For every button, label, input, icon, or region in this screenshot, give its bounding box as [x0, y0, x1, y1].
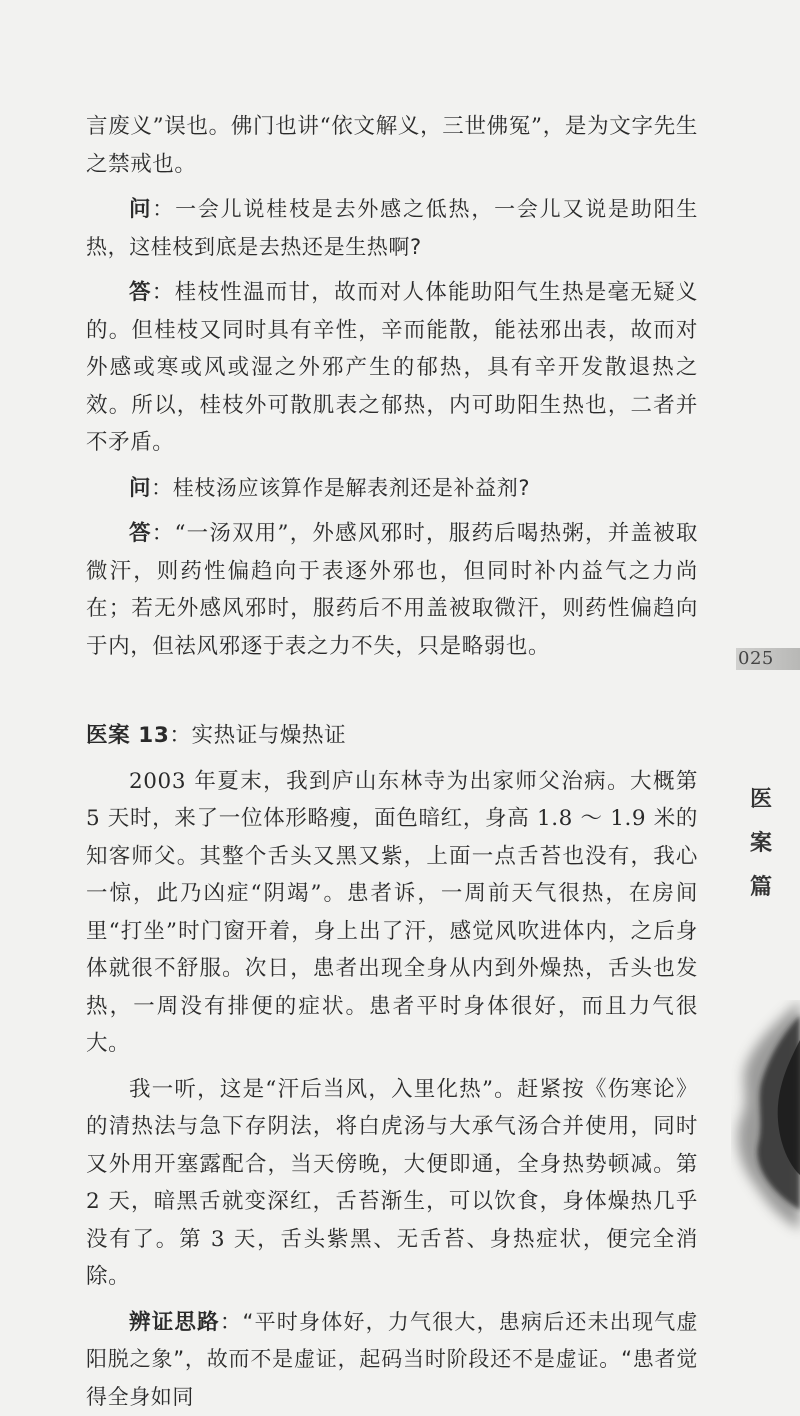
- ink-wash-decoration: [720, 1000, 800, 1246]
- question-paragraph: [86, 191, 698, 266]
- case-paragraph: 我一听，这是“汗后当风，入里化热”。赶紧按《伤寒论》的清热法与急下存阴法，将白虎汤与大承气汤合并使用，同时又外用开塞露配合，当天傍晚，大便即通，全身热势顿减。第 2 天，暗黑舌就变深红，舌苔渐生，可以饮食，身体燥热几乎没有了。第 3 天，舌头紫黑、无舌苔、身热症状，便完全消除。: [86, 1071, 698, 1296]
- question-paragraph: [86, 470, 698, 508]
- section-char: 医: [746, 778, 776, 822]
- analysis-separator: ：: [220, 1310, 243, 1335]
- page-body: [86, 108, 698, 1416]
- case-heading: [86, 717, 698, 755]
- analysis-text: “平时身体好，力气很大，患病后还未出现气虚阳脱之象”，故而不是虚证，起码当时阶段还不是虚证。“患者觉得全身如同: [86, 1310, 698, 1409]
- answer-paragraph: [86, 515, 698, 665]
- answer-separator: ：: [152, 280, 175, 305]
- section-label-vertical: [746, 778, 776, 910]
- section-char: 篇: [746, 866, 776, 910]
- answer-text: 桂枝性温而甘，故而对人体能助阳气生热是毫无疑义的。但桂枝又同时具有辛性，辛而能散，能祛邪出表，故而对外感或寒或风或湿之外邪产生的郁热，具有辛开发散退热之效。所以，桂枝外可散肌表之郁热，内可助阳生热也，二者并不矛盾。: [86, 280, 698, 455]
- question-text: 桂枝汤应该算作是解表剂还是补益剂?: [173, 476, 530, 500]
- section-char: 案: [746, 822, 776, 866]
- case-separator: ：: [169, 723, 191, 748]
- question-separator: ：: [152, 197, 175, 221]
- answer-text: “一汤双用”，外感风邪时，服药后喝热粥，并盖被取微汗，则药性偏趋向于表逐外邪也，但同时补内益气之力尚在；若无外感风邪时，服药后不用盖被取微汗，则药性偏趋向于内，但祛风邪逐于表之力不失，只是略弱也。: [86, 521, 698, 659]
- page-number: 025: [738, 648, 774, 670]
- question-label: 问: [129, 197, 152, 222]
- analysis-label: 辨证思路: [129, 1310, 220, 1335]
- analysis-paragraph: [86, 1304, 698, 1416]
- case-label: 医案 13: [86, 723, 169, 748]
- answer-separator: ：: [152, 521, 175, 546]
- answer-label: 答: [129, 280, 152, 305]
- case-title: 实热证与燥热证: [192, 723, 347, 748]
- case-paragraph: 2003 年夏末，我到庐山东林寺为出家师父治病。大概第 5 天时，来了一位体形略瘦，面色暗红，身高 1.8 ～ 1.9 米的知客师父。其整个舌头又黑又紫，上面一点舌苔也没有，我心一惊，此乃凶症“阴竭”。患者诉，一周前天气很热，在房间里“打坐”时门窗开着，身上出了汗，感觉风吹进体内，之后身体就很不舒服。次日，患者出现全身从内到外燥热，舌头也发热，一周没有排便的症状。患者平时身体很好，而且力气很大。: [86, 763, 698, 1063]
- question-text: 一会儿说桂枝是去外感之低热，一会儿又说是助阳生热，这桂枝到底是去热还是生热啊?: [86, 197, 698, 259]
- continued-paragraph: 言废义”误也。佛门也讲“依文解义，三世佛冤”，是为文字先生之禁戒也。: [86, 108, 698, 183]
- answer-label: 答: [129, 521, 152, 546]
- question-separator: ：: [151, 476, 173, 500]
- answer-paragraph: [86, 274, 698, 462]
- question-label: 问: [129, 476, 151, 501]
